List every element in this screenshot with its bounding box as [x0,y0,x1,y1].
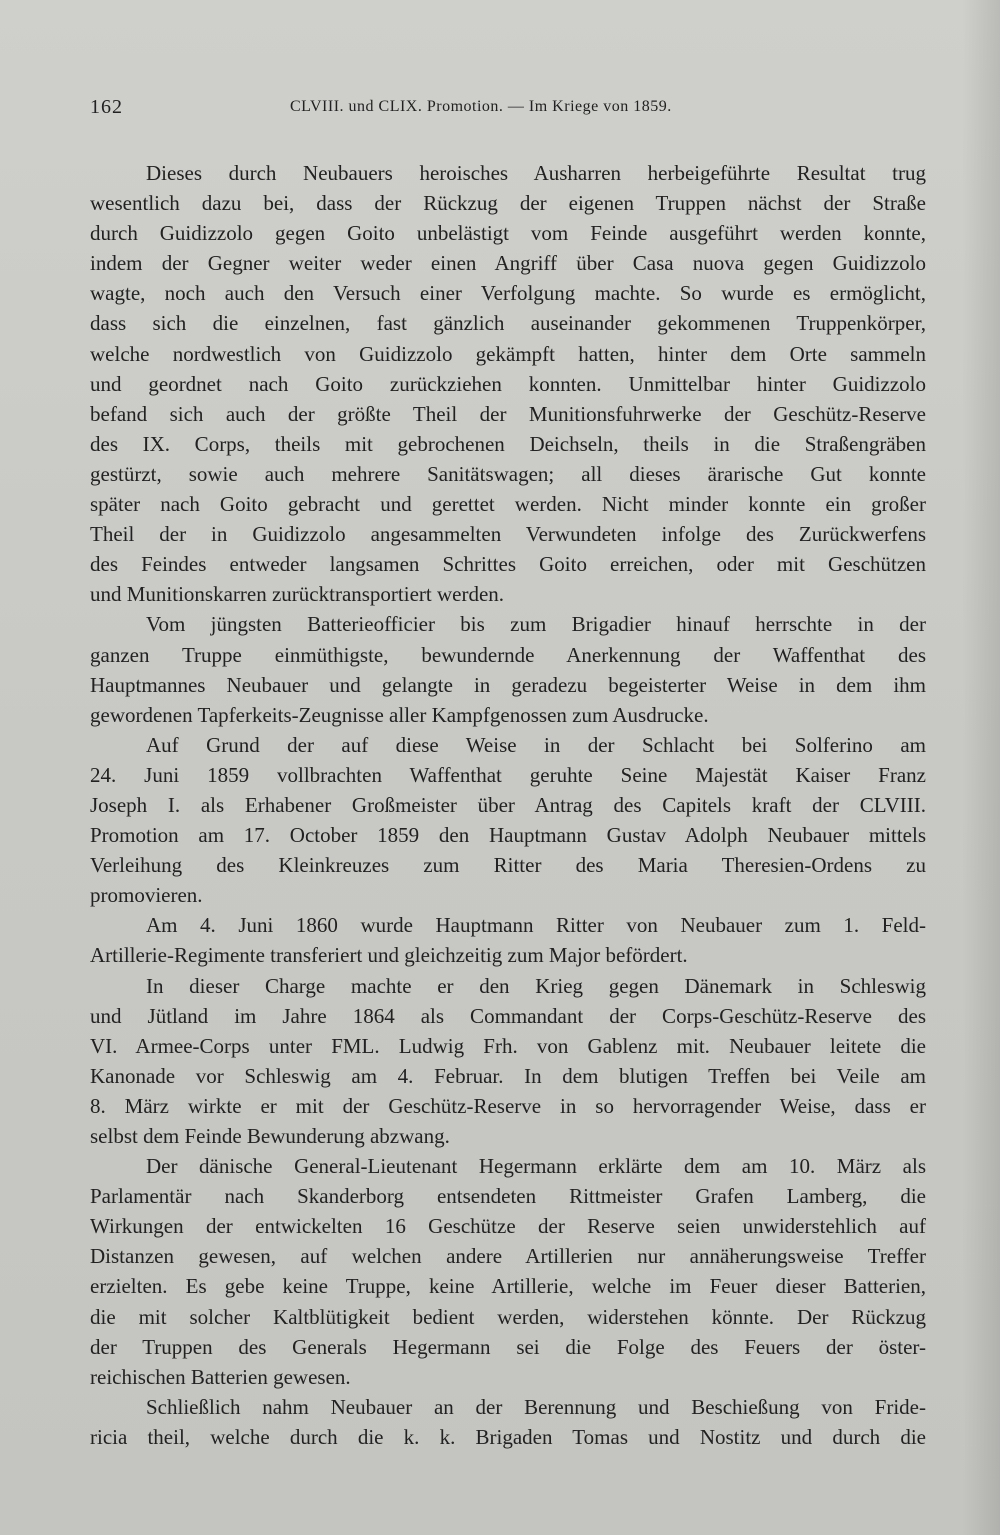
text-line: wesentlich dazu bei, dass der Rückzug der eigenen Truppen nächst der Straße [90,191,926,216]
text-line: Parlamentär nach Skanderborg entsendeten Rittmeister Grafen Lamberg, die [90,1184,926,1209]
running-header [90,96,922,122]
text-line: Theil der in Guidizzolo angesammelten Verwundeten infolge des Zurückwerfens [90,522,926,547]
text-line: ganzen Truppe einmüthigste, bewundernde Anerkennung der Waffenthat des [90,642,926,667]
text-line: Kanonade vor Schleswig am 4. Februar. In dem blutigen Treffen bei Veile am [90,1063,926,1088]
text-line: des IX. Corps, theils mit gebrochenen Deichseln, theils in die Straßengräben [90,431,926,456]
text-line: Promotion am 17. October 1859 den Hauptmann Gustav Adolph Neubauer mittels [90,823,926,848]
text-line: Joseph I. als Erhabener Großmeister über Antrag des Capitels kraft der CLVIII. [90,792,926,817]
text-line: wagte, noch auch den Versuch einer Verfolgung machte. So wurde es ermöglicht, [90,281,926,306]
text-line: reichischen Batterien gewesen. [90,1364,351,1389]
text-line: VI. Armee-Corps unter FML. Ludwig Frh. von Gablenz mit. Neubauer leitete die [90,1033,926,1058]
text-line: selbst dem Feinde Bewunderung abzwang. [90,1124,450,1148]
text-line: Der dänische General-Lieutenant Hegermann erklärte dem am 10. März als [146,1154,926,1179]
text-line: gewordenen Tapferkeits-Zeugnisse aller Kampfgenossen zum Ausdrucke. [90,702,709,727]
page-edge-shadow [962,0,1000,1535]
text-line: und Munitionskarren zurücktransportiert werden. [90,582,505,607]
text-line: 8. März wirkte er mit der Geschütz-Reserve in so hervorragender Weise, dass er [90,1093,926,1118]
text-line: Schließlich nahm Neubauer an der Berennung und Beschießung von Fride- [146,1394,926,1419]
text-line: und geordnet nach Goito zurückziehen konnten. Unmittelbar hinter Guidizzolo [90,371,926,396]
text-line: gestürzt, sowie auch mehrere Sanitätswagen; all dieses ärarische Gut konnte [90,461,926,486]
text-line: Wirkungen der entwickelten 16 Geschütze der Reserve seien unwiderstehlich auf [90,1214,926,1239]
running-title: CLVIII. und CLIX. Promotion. — Im Kriege von 1859. [290,98,672,115]
page-number: 162 [90,96,123,118]
text-line: erzielten. Es gebe keine Truppe, keine Artillerie, welche im Feuer dieser Batterien, [90,1274,926,1299]
text-line: Am 4. Juni 1860 wurde Hauptmann Ritter von Neubauer zum 1. Feld- [146,913,926,938]
body-text [90,158,926,1452]
text-line: dass sich die einzelnen, fast gänzlich auseinander gekommenen Truppenkörper, [90,311,926,336]
text-line: Hauptmannes Neubauer und gelangte in geradezu begeisterter Weise in dem ihm [90,672,926,697]
text-line: ricia theil, welche durch die k. k. Brigaden Tomas und Nostitz und durch die [90,1424,926,1449]
text-line: und Jütland im Jahre 1864 als Commandant der Corps-Geschütz-Reserve des [90,1003,926,1028]
text-line: promovieren. [90,883,203,908]
text-line: Verleihung des Kleinkreuzes zum Ritter des Maria Theresien-Ordens zu [90,853,926,878]
text-line: Dieses durch Neubauers heroisches Ausharren herbeigeführte Resultat trug [146,161,926,185]
text-line: später nach Goito gebracht und gerettet werden. Nicht minder konnte ein großer [90,492,926,517]
text-line: indem der Gegner weiter weder einen Angriff über Casa nuova gegen Guidizzolo [90,251,926,276]
text-line: der Truppen des Generals Hegermann sei die Folge des Feuers der öster- [90,1334,926,1359]
text-line: welche nordwestlich von Guidizzolo gekämpft hatten, hinter dem Orte sammeln [90,341,926,366]
text-line: In dieser Charge machte er den Krieg gegen Dänemark in Schleswig [146,973,926,998]
text-line: befand sich auch der größte Theil der Munitionsfuhrwerke der Geschütz-Reserve [90,401,926,426]
text-line: durch Guidizzolo gegen Goito unbelästigt vom Feinde ausgeführt werden konnte, [90,221,926,246]
text-line: Vom jüngsten Batterieofficier bis zum Brigadier hinauf herrschte in der [146,612,926,637]
text-line: 24. Juni 1859 vollbrachten Waffenthat geruhte Seine Majestät Kaiser Franz [90,762,926,787]
text-line: Distanzen gewesen, auf welchen andere Artillerien nur annäherungsweise Treffer [90,1244,926,1269]
text-line: die mit solcher Kaltblütigkeit bedient werden, widerstehen könnte. Der Rückzug [90,1304,926,1329]
text-line: des Feindes entweder langsamen Schrittes Goito erreichen, oder mit Geschützen [90,552,926,577]
text-line: Auf Grund der auf diese Weise in der Schlacht bei Solferino am [146,732,926,757]
text-line: Artillerie-Regimente transferiert und gleichzeitig zum Major befördert. [90,943,688,968]
